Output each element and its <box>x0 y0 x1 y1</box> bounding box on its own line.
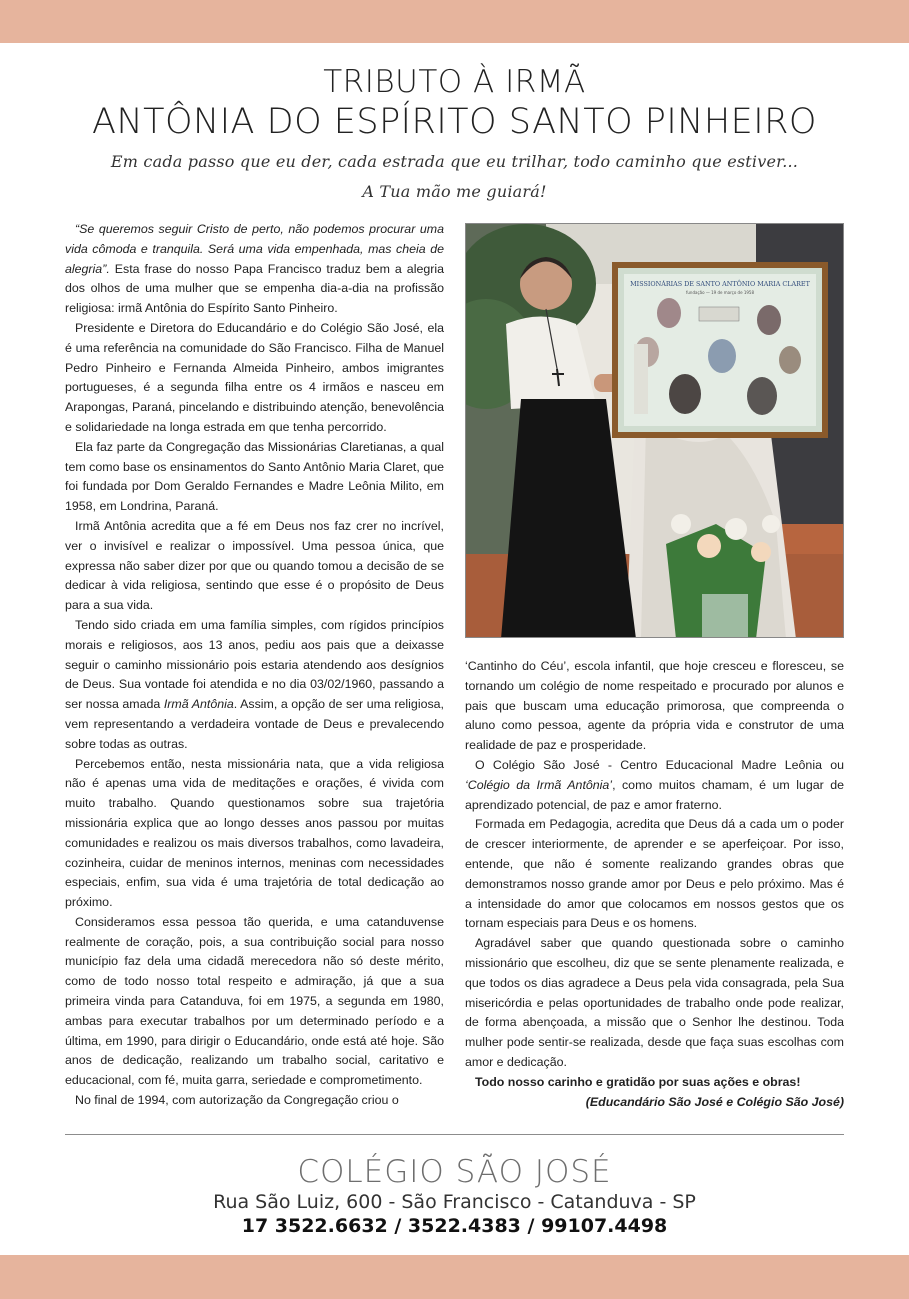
epigraph-line1: Em cada passo que eu der, cada estrada que eu trilhar, todo caminho que estiver... <box>110 152 799 171</box>
school-address: Rua São Luiz, 600 - São Francisco - Catanduva - SP <box>213 1191 696 1213</box>
emphasis-name: Irmã Antônia <box>163 697 234 712</box>
article-paragraph: Presidente e Diretora do Educandário e do Colégio São José, ela é uma referência na comunidade do São Francisco. Filha de Manuel Pedro Pinheiro e Fernanda Almeida Pinheiro, ambos imigrantes portugueses, é a segunda filha entre os 4 irmãos e nasceu em Arapongas, Paraná, pincelando e distribuindo atenção, benevolência e solidariedade na longa estrada em que tenha percorrido. <box>65 320 444 434</box>
school-phones: 17 3522.6632 / 3522.4383 / 99107.4498 <box>241 1215 668 1237</box>
article-paragraph: Irmã Antônia acredita que a fé em Deus nos faz crer no incrível, ver o invisível e realizar o impossível. Uma pessoa única, que expressa não saber dizer por que ou quando tomou a decisão de se dedicar à vida religiosa, sentindo que esse é o propósito de Deus para a sua vida. <box>65 518 444 613</box>
paragraph-text: Tendo sido criada em uma família simples, com rígidos princípios morais e religiosos, aos 13 anos, pediu aos pais que a deixasse seguir o caminho missionário pois estaria atendendo aos desígnios de Deus. Sua vontade foi atendida e no dia 03/02/1960, passando a ser nossa amada <box>65 617 444 712</box>
signature: (Educandário São José e Colégio São José) <box>585 1094 844 1109</box>
article-paragraph <box>65 220 444 319</box>
paragraph-text: Esta frase do nosso Papa Francisco traduz bem a alegria dos olhos de uma mulher que se empenha dia-a-dia na profissão religiosa: irmã Antônia do Espírito Santo Pinheiro. <box>65 261 444 316</box>
article-paragraph: ‘Cantinho do Céu’, escola infantil, que hoje cresceu e floresceu, se tornando um colégio de nome respeitado e procurado por alunos e pais que buscam uma educação primorosa, que compreenda o aluno como pessoa, agente da própria vida e construtor de uma realidade de paz e prosperidade. <box>465 659 844 753</box>
top-decorative-band <box>0 0 909 43</box>
article-paragraph: Agradável saber que quando questionada sobre o caminho missionário que escolheu, diz que se sente plenamente realizada, e que todos os dias agradece a Deus pela vida consagrada, pela Sua misericórdia e pelas oportunidades de trabalho onde pode realizar, de forma abençoada, a missão que o Senhor lhe destinou. Toda mulher pode sentir-se realizada, desde que faça suas escolhas com amor e dedicação. <box>465 936 844 1069</box>
paragraph-text: , como muitos chamam, é um lugar de aprendizado potencial, de paz e amor fraterno. <box>465 777 845 812</box>
bottom-decorative-band <box>0 1255 909 1299</box>
article-paragraph: No final de 1994, com autorização da Congregação criou o <box>75 1093 399 1108</box>
article-paragraph: Percebemos então, nesta missionária nata, que a vida religiosa não é apenas uma vida de meditações e orações, é vivida com muito trabalho. Quando questionamos sobre sua trajetória missionária explica que ao longo desses anos passou por muitas comunidades e realizou os mais diversos trabalhos, como lavadeira, cozinheira, cuidar de meninos internos, meninas com necessidades especiais, enfim, sua vida é uma trajetória de total dedicação ao próximo. <box>65 756 444 910</box>
article-paragraph: Ela faz parte da Congregação das Missionárias Claretianas, a qual tem como base os ensinamentos do Santo Antônio Maria Claret, que foi fundada por Dom Geraldo Fernandes e Madre Leônia Milito, em 1958, em Londrina, Paraná. <box>65 439 444 514</box>
pope-quote: “Se queremos seguir Cristo de perto, não podemos procurar uma vida cômoda e tranquila. Será uma vida empenhada, mas cheia de alegria”. <box>65 222 444 276</box>
frame-title: MISSIONÁRIAS DE SANTO ANTÔNIO MARIA CLARET <box>630 280 810 288</box>
article-paragraph <box>465 756 844 815</box>
photo-sister-with-frame <box>465 223 844 638</box>
epigraph-line2: A Tua mão me guiará! <box>362 182 547 201</box>
closing-line: Todo nosso carinho e gratidão por suas ações e obras! <box>475 1074 801 1089</box>
article-column-right <box>465 657 844 1112</box>
paragraph-text: . Assim, a opção de ser uma religiosa, vem representando a verdadeira vontade de Deus e prevalecendo sobre todas as outras. <box>65 697 444 751</box>
school-name: COLÉGIO SÃO JOSÉ <box>297 1154 612 1190</box>
emphasis-name: ‘Colégio da Irmã Antônia’ <box>465 777 613 792</box>
page-title-line1: TRIBUTO À IRMÃ <box>323 64 586 100</box>
page-title-line2: ANTÔNIA DO ESPÍRITO SANTO PINHEIRO <box>92 102 817 142</box>
article-column-left <box>65 220 444 1111</box>
article-paragraph: Formada em Pedagogia, acredita que Deus dá a cada um o poder de crescer interiormente, de aprender e se aperfeiçoar. Por isso, entende, que não é somente realizando grandes obras que demonstramos nosso grande amor por Deus e pelo próximo. Mas é a intensidade do amor que colocamos em nossos gestos que os tornam especiais para Deus e os homens. <box>465 817 844 931</box>
article-paragraph: Consideramos essa pessoa tão querida, e uma catanduvense realmente de coração, pois, a sua contribuição social para nosso município faz dela uma cidadã merecedora não só deste mérito, como de todo nosso total respeito e admiração, já que a sua primeira vinda para Catanduva, foi em 1975, a segunda em 1980, ambas para executar trabalhos por um determinado período e a última, em 1990, para dirigir o Educandário, onde está até hoje. São anos de dedicação, realizando um trabalho social, caritativo e educacional, com fé, muita garra, seriedade e comprometimento. <box>65 914 444 1088</box>
article-paragraph <box>65 616 444 755</box>
paragraph-text: O Colégio São José - Centro Educacional Madre Leônia ou <box>475 757 844 772</box>
divider <box>65 1134 844 1135</box>
frame-subtitle: fundação — 19 de março de 1958 <box>685 290 755 295</box>
